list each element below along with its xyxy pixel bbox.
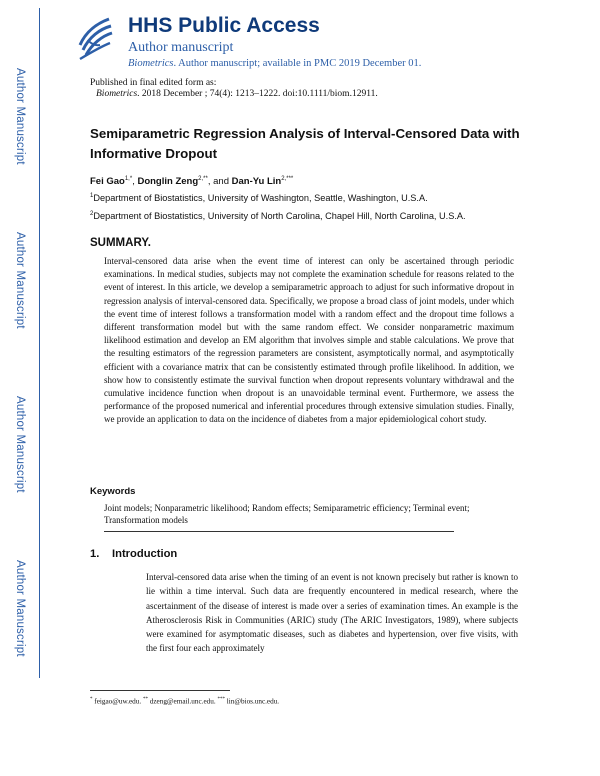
side-rule (39, 8, 40, 678)
affiliation-text: Department of Biostatistics, University of North Carolina, Chapel Hill, North Carolina, U.S.A. (93, 211, 466, 222)
introduction-text: Interval-censored data arise when the timing of an event is not known precisely but rather is known to lie within a time interval. Such data are frequently encountered in medical research, where the ascertainment of the disease of interest is made over a series of examination times. An example is the Atherosclerosis Risk in Communities (ARIC) study (The ARIC Investigators, 1989), where subjects were examined for asymptomatic diseases, such as diabetes and hypertension, over five visits, with the first four each approximately (146, 572, 518, 654)
affiliation-sup: 2 (90, 211, 94, 217)
keywords-heading: Keywords (90, 486, 136, 497)
footnote (90, 697, 279, 705)
summary-heading: SUMMARY. (90, 237, 151, 249)
footnote-sup: ** (142, 697, 148, 702)
hhs-eagle-logo-icon (76, 15, 114, 63)
article-title: Semiparametric Regression Analysis of Interval-Censored Data with Informative Dropout (90, 126, 520, 161)
author-sup: 2,** (198, 176, 208, 182)
section-number: 1. (90, 548, 100, 560)
footnote-sup: *** (217, 697, 225, 702)
author-manuscript-label: Author manuscript (128, 40, 234, 55)
hhs-public-access-title: HHS Public Access (128, 14, 320, 37)
author-separator: , (132, 176, 138, 188)
author-separator: , and (207, 176, 232, 188)
availability-line (128, 58, 421, 69)
footnote-email: feigao@uw.edu. (94, 697, 142, 706)
author-sup: 2,*** (281, 176, 294, 182)
author-name: Dan-Yu Lin (231, 176, 282, 188)
citation-text: . 2018 December ; 74(4): 1213–1222. doi:10.1111/biom.12911. (137, 89, 378, 99)
citation-journal: Biometrics (96, 89, 138, 99)
side-label-author-manuscript: Author Manuscript (14, 68, 26, 165)
author-list (90, 176, 293, 187)
published-label: Published in final edited form as: (90, 78, 217, 88)
footnote-email: dzeng@email.unc.edu. (149, 697, 216, 706)
side-label-author-manuscript: Author Manuscript (14, 232, 26, 329)
keywords-text: Joint models; Nonparametric likelihood; Random effects; Semiparametric efficiency; Terminal event; Transformation models (104, 503, 470, 525)
author-sup: 1,* (124, 176, 133, 182)
availability-text: . Author manuscript; available in PMC 2019 December 01. (173, 58, 422, 69)
footnote-sup: * (90, 697, 93, 702)
keywords-divider (104, 531, 454, 532)
section-title: Introduction (112, 548, 178, 560)
author-name: Fei Gao (90, 176, 125, 188)
section-heading (90, 548, 177, 560)
affiliation (90, 211, 466, 221)
author-name: Donglin Zeng (137, 176, 199, 188)
availability-journal: Biometrics (128, 58, 174, 69)
side-label-author-manuscript: Author Manuscript (14, 560, 26, 657)
citation (96, 89, 378, 99)
summary-text: Interval-censored data arise when the event time of interest can only be ascertained through periodic examinations. In medical studies, subjects may not complete the examination schedule for reasons related to the event of interest. In this article, we develop a semiparametric approach to adjust for such informative dropout in regression analysis of interval-censored data. Specifically, we propose a broad class of joint models, under which the event time of interest follows a transformation model with a random effect and the dropout time follows a different transformation model but with the same random effect. We consider nonparametric maximum likelihood estimation and develop an EM algorithm that involves simple and stable calculations. We prove that the resulting estimators of the regression parameters are consistent, asymptotically normal, and asymptotically efficient with a covariance matrix that can be consistently estimated through profile likelihood. In addition, we show how to consistently estimate the survival function when dropout represents voluntary withdrawal and the cumulative incidence function when dropout is an unavoidable terminal event. Furthermore, we assess the performance of the proposed numerical and inferential procedures through extensive simulation studies. Finally, we provide an application to data on the incidence of diabetes from a major epidemiological cohort study. (104, 256, 514, 425)
side-label-author-manuscript: Author Manuscript (14, 396, 26, 493)
footnote-divider (90, 690, 230, 691)
affiliation-text: Department of Biostatistics, University of Washington, Seattle, Washington, U.S.A. (93, 193, 428, 204)
affiliation-sup: 1 (90, 193, 94, 199)
affiliation (90, 193, 428, 203)
footnote-email: lin@bios.unc.edu. (226, 697, 280, 706)
